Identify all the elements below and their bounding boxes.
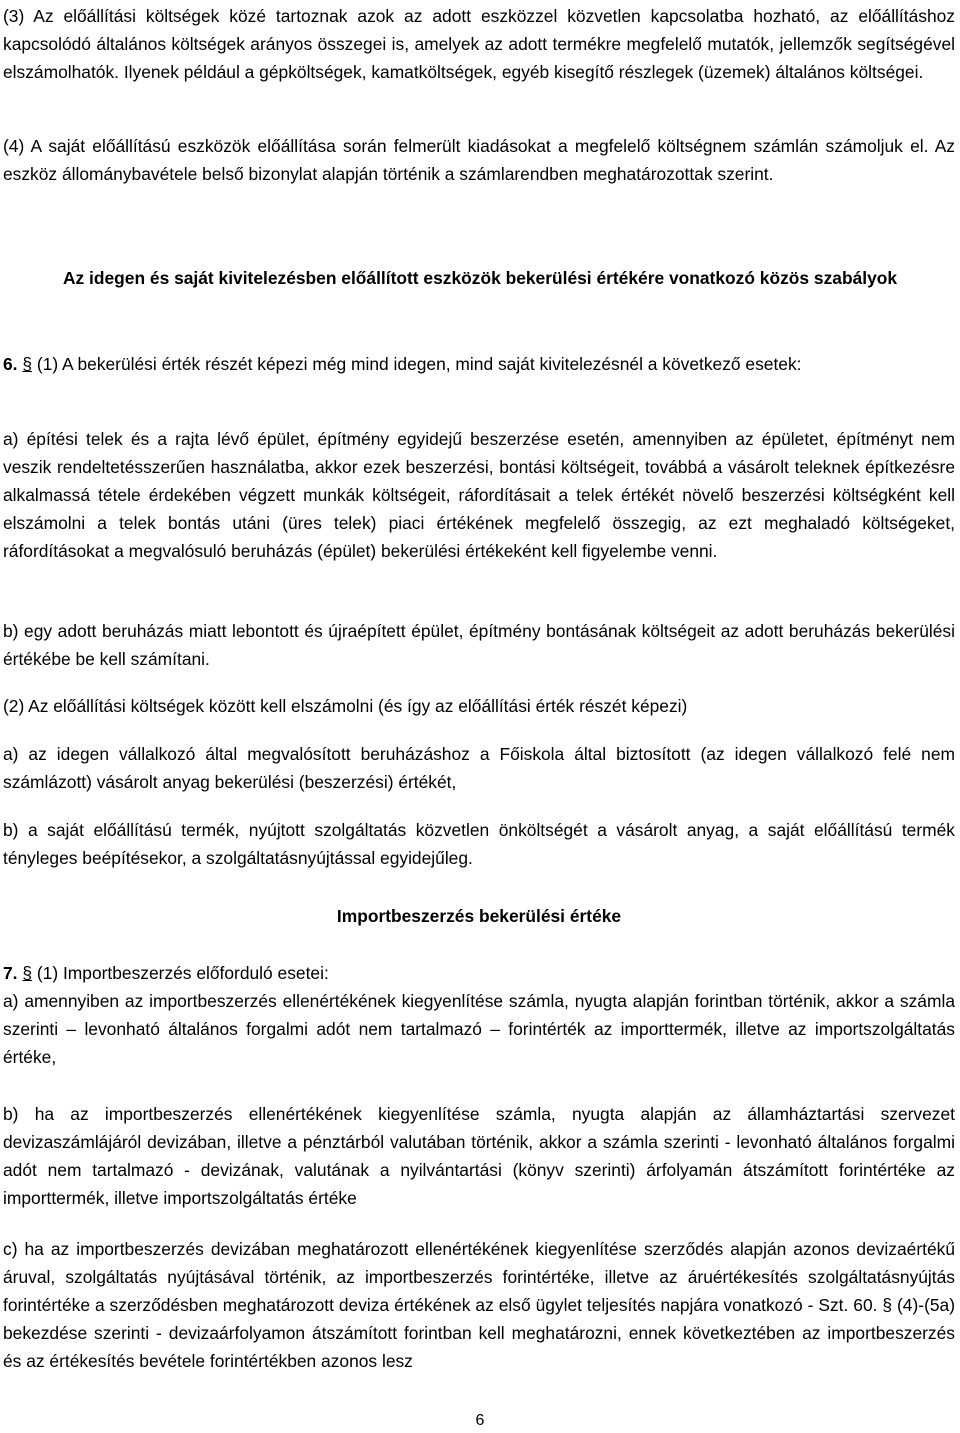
section-6-subsection-2: (2) Az előállítási költségek között kell elszámolni (és így az előállítási érték részét képezi): [3, 696, 688, 716]
section-sign: §: [22, 354, 33, 374]
section-7-item-a: a) amennyiben az importbeszerzés ellenértékének kiegyenlítése számla, nyugta alapján forintban történik, akkor a számla szerinti – levonható általános forgalmi adót nem tartalmazó – forintérték az importtermék, illetve az importszolgáltatás értéke,: [3, 991, 955, 1067]
section-6-number: 6.: [3, 354, 18, 374]
section-6-intro: [3, 350, 955, 378]
section-6-item-a: a) építési telek és a rajta lévő épület, építmény egyidejű beszerzése esetén, amennyiben az épületet, építményt nem veszik rendeltetésszerűen használatba, akkor ezek beszerzési, bontási költségeit, továbbá a vásárolt teleknek építkezésre alkalmassá tétele érdekében végzett munkák költségeit, ráfordításait a telek értékét növelő beszerzési költségként kell elszámolni a telek bontás utáni (üres telek) piaci értékének megfelelő összegig, az ezt meghaladó költségeket, ráfordításokat a megvalósuló beruházás (épület) bekerülési értékeként kell figyelembe venni.: [3, 429, 955, 561]
section-6-item-b: b) egy adott beruházás miatt lebontott és újraépített épület, építmény bontásának költségeit az adott beruházás bekerülési értékébe be kell számítani.: [3, 621, 955, 669]
section-7-intro-text: (1) Importbeszerzés előforduló esetei:: [36, 963, 329, 983]
section-6-subsection-2-a: a) az idegen vállalkozó által megvalósított beruházáshoz a Főiskola által biztosított (az idegen vállalkozó felé nem számlázott) vásárolt anyag bekerülési (beszerzési) értékét,: [3, 744, 955, 792]
section-sign: §: [22, 963, 33, 983]
section-7-item-c: c) ha az importbeszerzés devizában meghatározott ellenértékének kiegyenlítése szerződés alapján azonos devizaértékű áruval, szolgáltatás nyújtásával történik, az importbeszerzés forintértéke, illetve az áruértékesítés szolgáltatásnyújtás forintértéke a szerződésben meghatározott deviza értékének az első ügylet teljesítés napjára vonatkozó - Szt. 60. § (4)-(5a) bekezdése szerinti - devizaárfolyamon átszámított forintban kell meghatározni, ennek következtében az importbeszerzés és az értékesítés bevétele forintértékben azonos lesz: [3, 1239, 955, 1371]
paragraph-4: (4) A saját előállítású eszközök előállítása során felmerült kiadásokat a megfelelő költségnem számlán számoljuk el. Az eszköz állománybavétele belső bizonylat alapján történik a számlarendben meghatározottak szerint.: [3, 136, 955, 184]
section-heading-common-rules: Az idegen és saját kivitelezésben előállított eszközök bekerülési értékére vonatkozó közös szabályok: [62, 268, 898, 288]
section-7-item-b: b) ha az importbeszerzés ellenértékének kiegyenlítése számla, nyugta alapján az államháztartási szervezet devizaszámlájáról devizában, illetve a pénztárból valutában történik, akkor a számla szerinti - levonható általános forgalmi adót nem tartalmazó - devizának, valutának a nyilvántartási (könyv szerinti) árfolyamán átszámított forintértéke az importtermék, illetve importszolgáltatás értéke: [3, 1104, 955, 1208]
paragraph-3: (3) Az előállítási költségek közé tartoznak azok az adott eszközzel közvetlen kapcsolatba hozható, az előállításhoz kapcsolódó általános költségek arányos összegei is, amelyek az adott termékre megfelelő mutatók, jellemzők segítségével elszámolhatók. Ilyenek például a gépköltségek, kamatköltségek, egyéb kisegítő részlegek (üzemek) általános költségei.: [3, 6, 955, 82]
section-7-number: 7.: [3, 963, 18, 983]
section-6-subsection-2-b: b) a saját előállítású termék, nyújtott szolgáltatás közvetlen önköltségét a vásárolt anyag, a saját előállítású termék tényleges beépítésekor, a szolgáltatásnyújtással egyidejűleg.: [3, 820, 955, 868]
section-7-intro: [3, 959, 955, 987]
page-number: 6: [475, 1412, 485, 1429]
section-heading-import: Importbeszerzés bekerülési értéke: [336, 906, 622, 926]
section-6-intro-text: (1) A bekerülési érték részét képezi még mind idegen, mind saját kivitelezésnél a következő esetek:: [36, 354, 802, 374]
